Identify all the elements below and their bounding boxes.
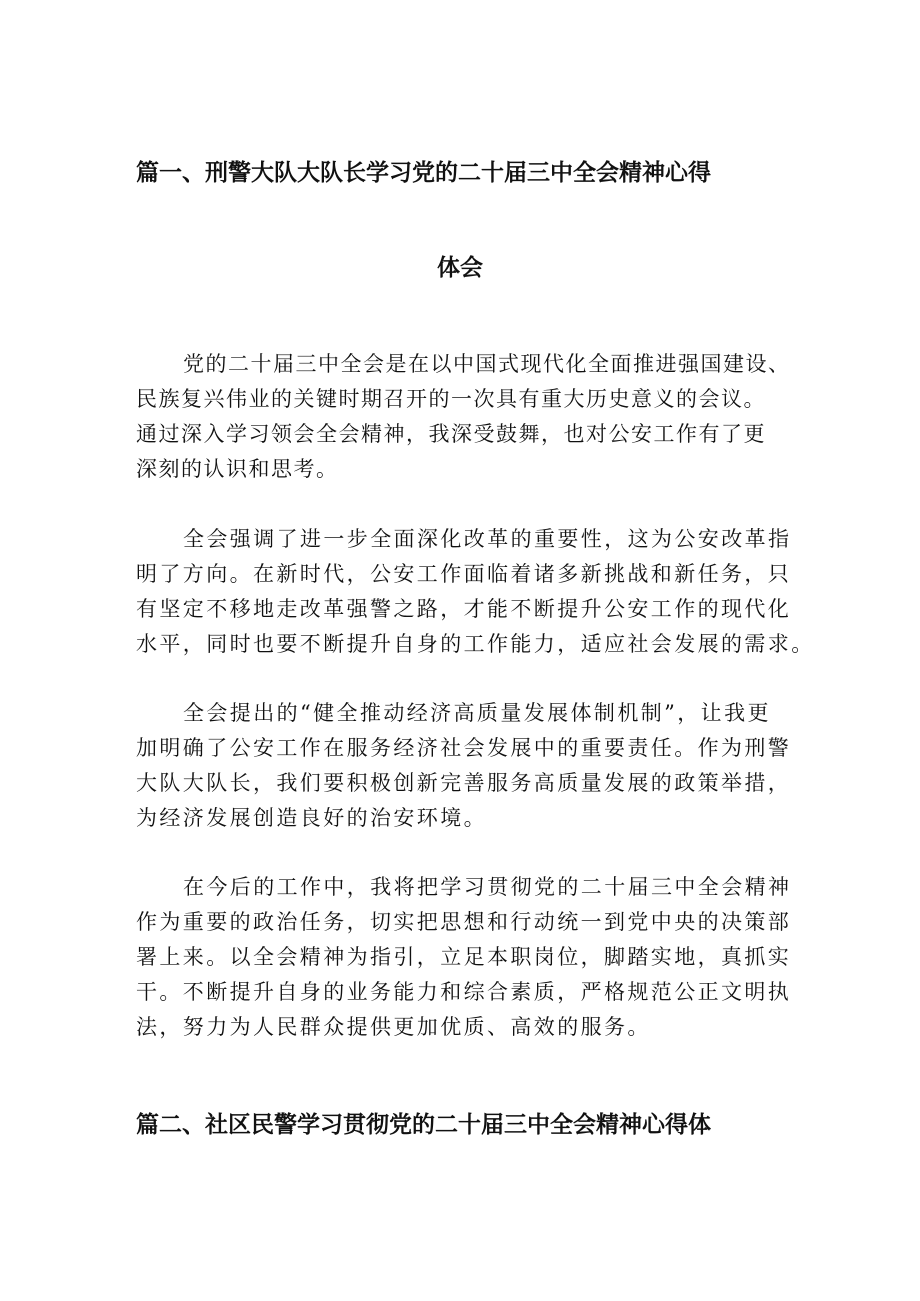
paragraph-line: 全会强调了进一步全面深化改革的重要性，这为公安改革指 bbox=[183, 527, 792, 551]
section-one-title-continued: 体会 bbox=[437, 255, 483, 281]
paragraph-line: 全会提出的“健全推动经济高质量发展体制机制”，让我更 bbox=[183, 701, 771, 725]
paragraph-line: 通过深入学习领会全会精神，我深受鼓舞，也对公安工作有了更 bbox=[136, 422, 766, 446]
section-one-title: 篇一、刑警大队大队长学习党的二十届三中全会精神心得 bbox=[136, 160, 711, 186]
paragraph-line: 作为重要的政治任务，切实把思想和行动统一到党中央的决策部 bbox=[136, 910, 792, 934]
paragraph-2 bbox=[136, 522, 815, 662]
paragraph-4 bbox=[136, 870, 792, 1045]
paragraph-line: 加明确了公安工作在服务经济社会发展中的重要责任。作为刑警 bbox=[136, 736, 792, 760]
paragraph-line: 在今后的工作中，我将把学习贯彻党的二十届三中全会精神 bbox=[183, 875, 792, 899]
paragraph-line: 深刻的认识和思考。 bbox=[136, 457, 339, 481]
paragraph-line: 法，努力为人民群众提供更加优质、高效的服务。 bbox=[136, 1015, 651, 1039]
paragraph-line: 民族复兴伟业的关键时期召开的一次具有重大历史意义的会议。 bbox=[136, 387, 766, 411]
section-two-title: 篇二、社区民警学习贯彻党的二十届三中全会精神心得体 bbox=[136, 1112, 711, 1138]
paragraph-line: 干。不断提升自身的业务能力和综合素质，严格规范公正文明执 bbox=[136, 980, 792, 1004]
paragraph-line: 党的二十届三中全会是在以中国式现代化全面推进强国建设、 bbox=[183, 352, 791, 376]
paragraph-line: 大队大队长，我们要积极创新完善服务高质量发展的政策举措， bbox=[136, 771, 792, 795]
paragraph-line: 有坚定不移地走改革强警之路，才能不断提升公安工作的现代化 bbox=[136, 597, 792, 621]
paragraph-line: 署上来。以全会精神为指引，立足本职岗位，脚踏实地，真抓实 bbox=[136, 945, 792, 969]
paragraph-line: 为经济发展创造良好的治安环境。 bbox=[136, 806, 487, 830]
paragraph-3 bbox=[136, 696, 792, 836]
paragraph-line: 明了方向。在新时代，公安工作面临着诸多新挑战和新任务，只 bbox=[136, 562, 792, 586]
paragraph-line: 水平，同时也要不断提升自身的工作能力，适应社会发展的需求。 bbox=[136, 632, 815, 656]
paragraph-1 bbox=[136, 347, 791, 487]
